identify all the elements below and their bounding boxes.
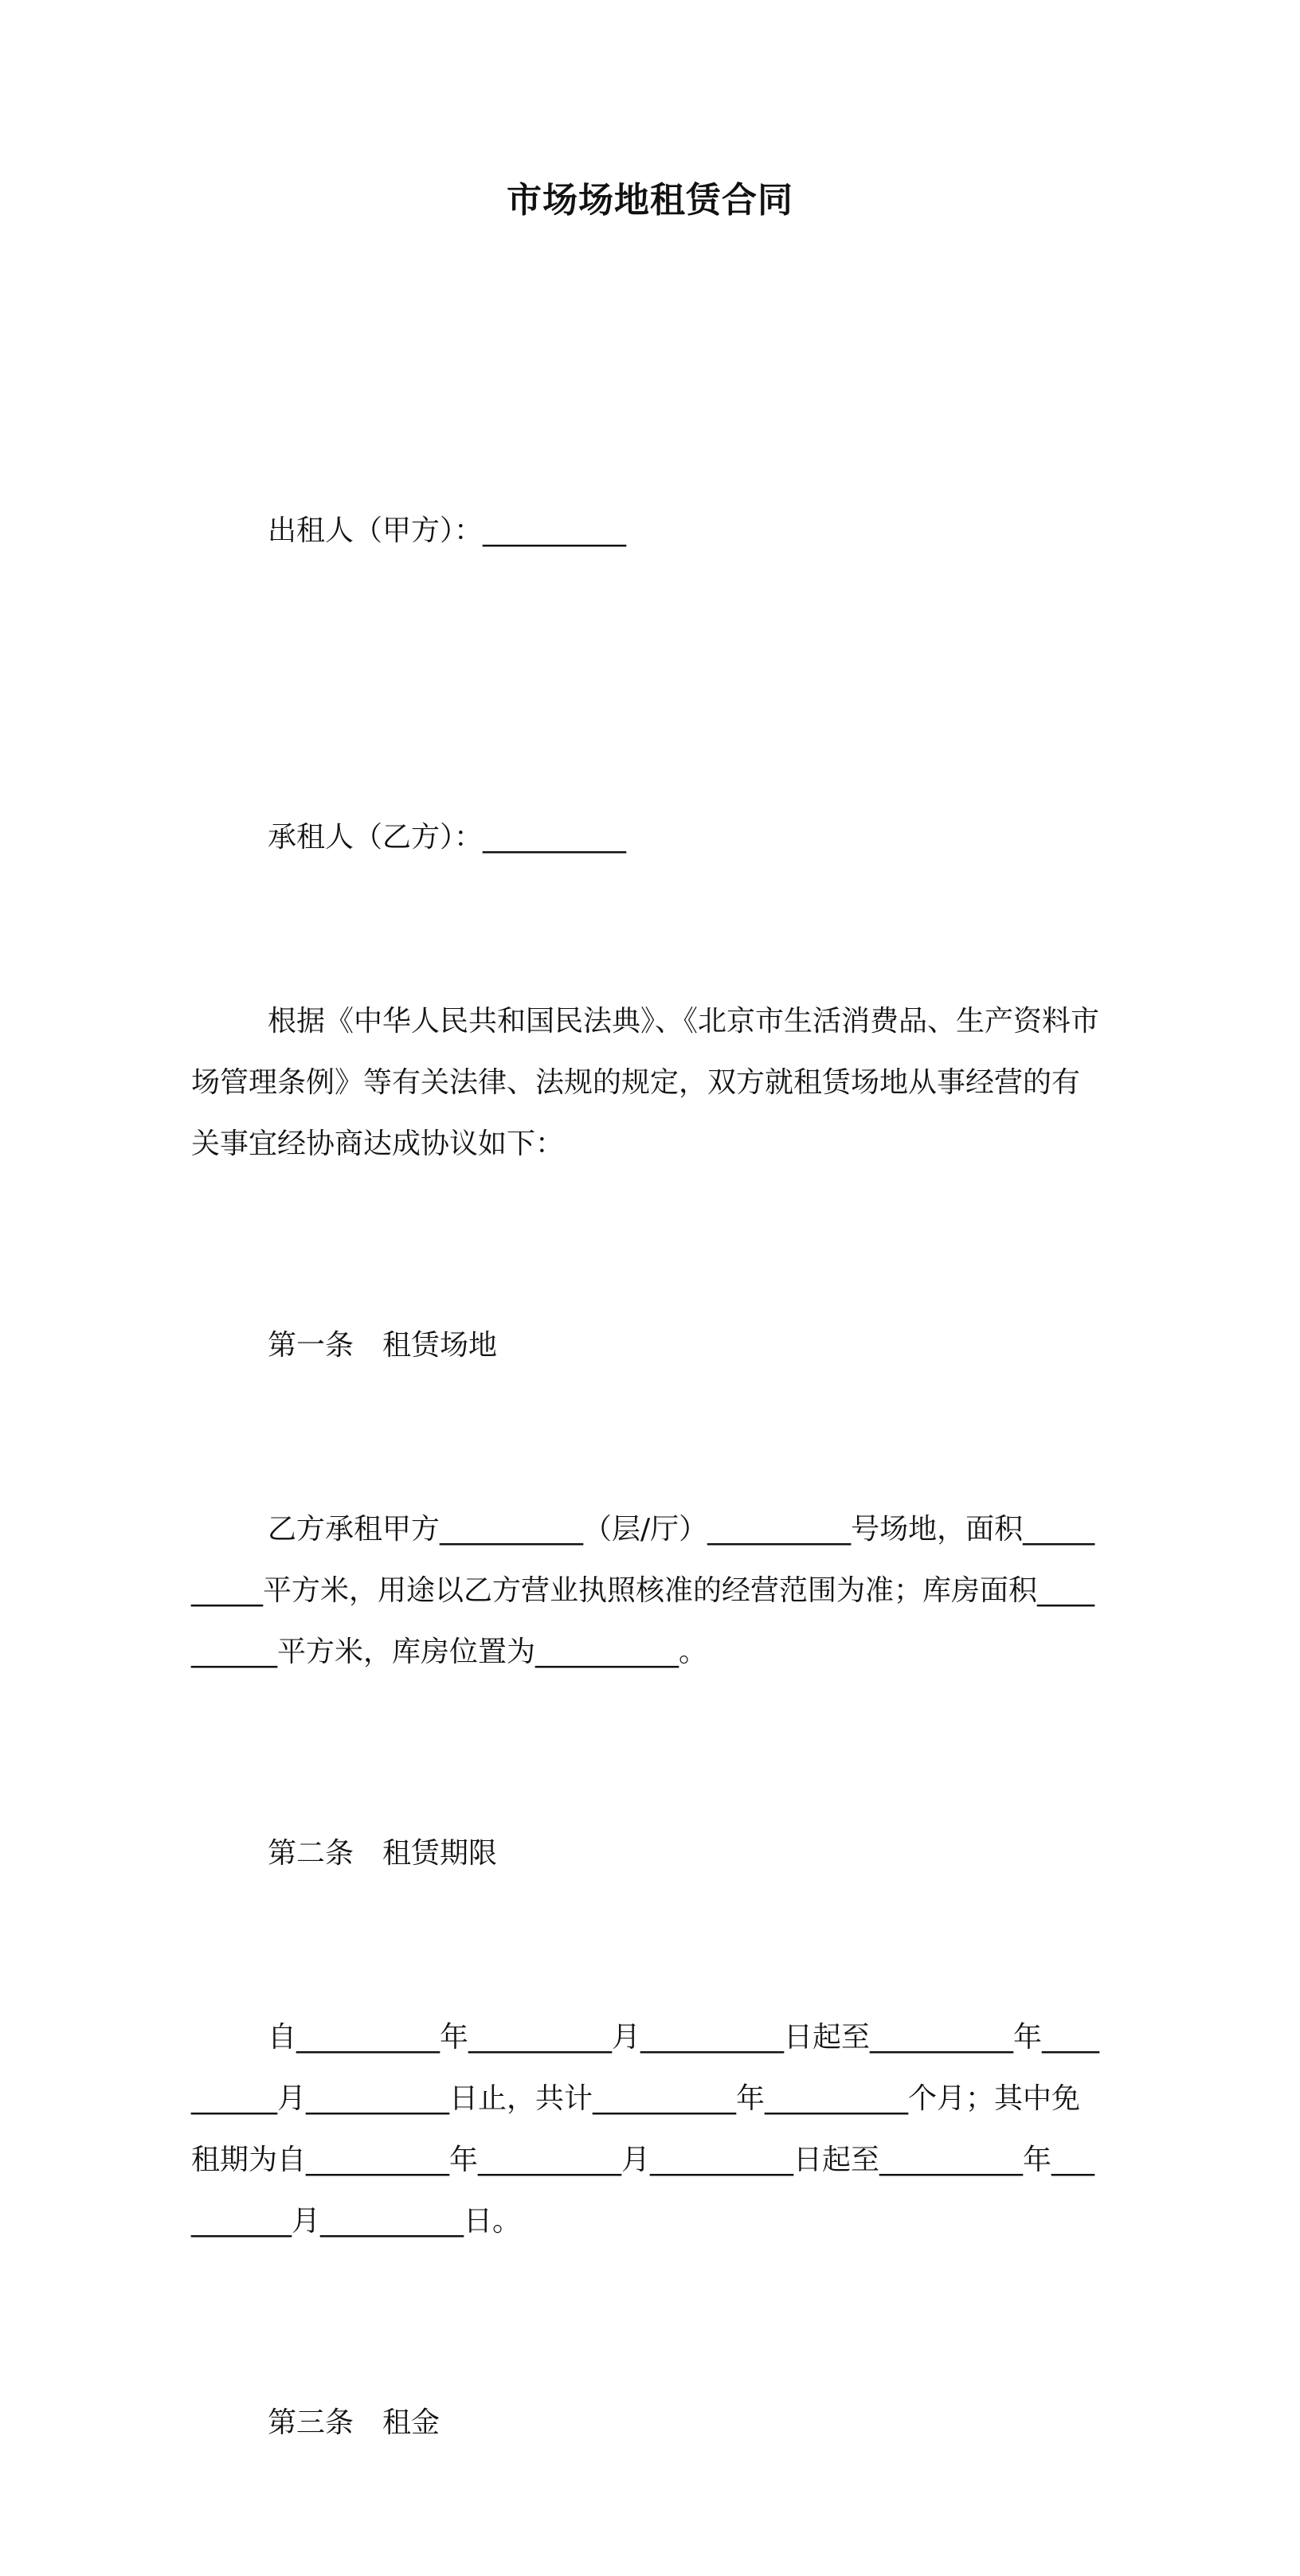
lessor-line: 出租人（甲方）：__________ (268, 514, 627, 547)
article3-heading: 第三条 租金 (268, 2406, 441, 2439)
preamble-paragraph: 根据《中华人民共和国民法典》、《北京市生活消费品、生产资料市场管理条例》等有关法律、法规的规定，双方就租赁场地从事经营的有关事宜经协商达成协议如下： (191, 1005, 1100, 1160)
article1-paragraph: 乙方承租甲方__________（层/厅）__________号场地，面积__________平方米，用途以乙方营业执照核准的经营范围为准；库房面积__________平方米，库房位置为__________。 (191, 1513, 1095, 1668)
document-title: 市场场地租赁合同 (507, 180, 793, 221)
article2-paragraph: 自__________年__________月__________日起至__________年__________月__________日止，共计__________年__________个月；其中免租期为自__________年__________月__________日起至__________年__________月__________日。 (191, 2021, 1100, 2238)
document-body (191, 377, 1099, 2576)
spacer (191, 684, 1099, 705)
article2-heading: 第二条 租赁期限 (268, 1837, 498, 1870)
lessee-line: 承租人（乙方）：__________ (268, 821, 627, 854)
article1-heading: 第一条 租赁场地 (268, 1329, 498, 1362)
